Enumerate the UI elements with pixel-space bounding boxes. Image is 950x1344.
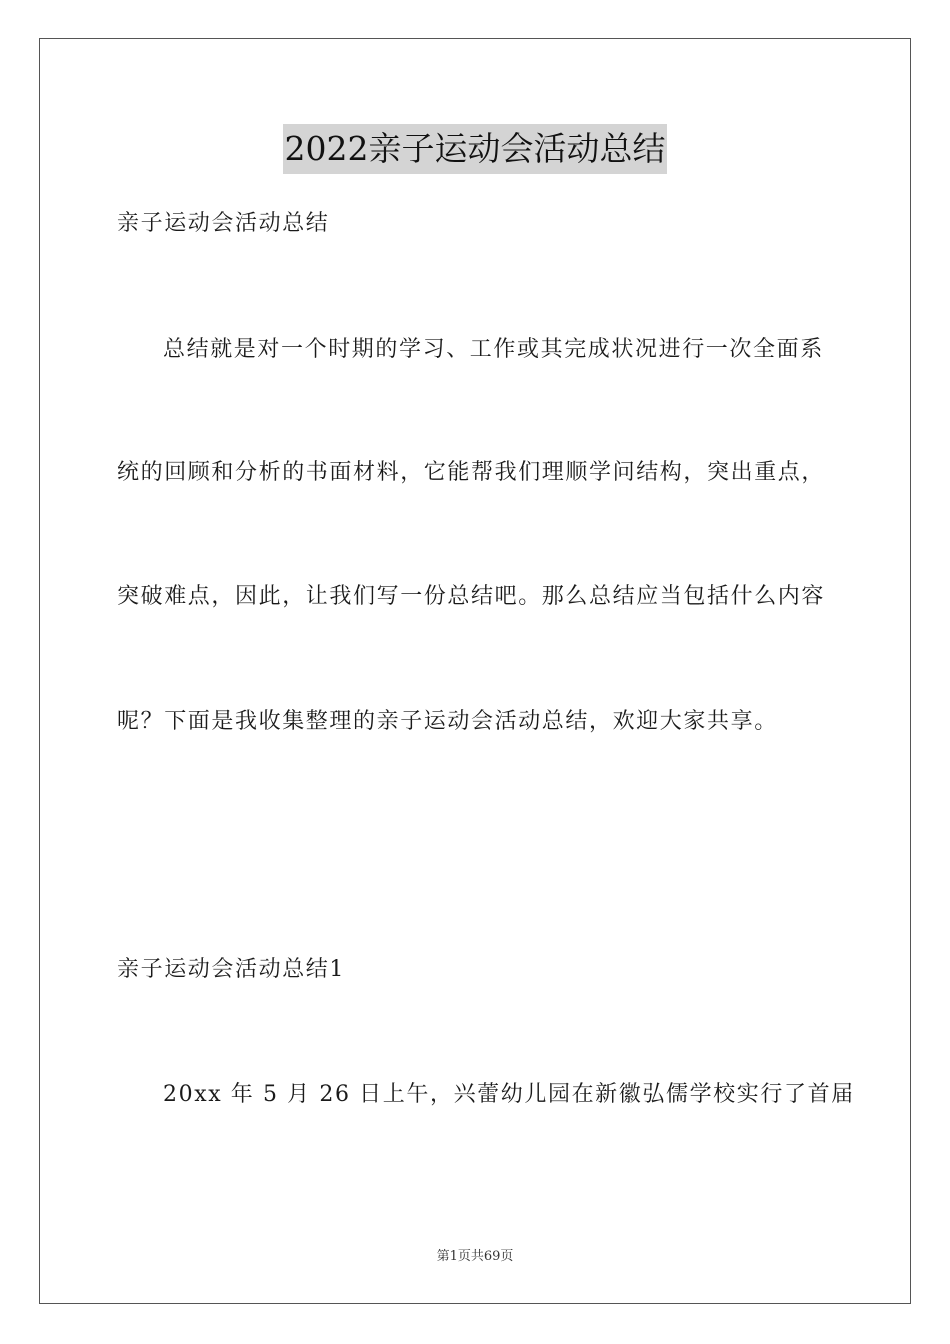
paragraph-line: 20xx 年 5 月 26 日上午，兴蕾幼儿园在新徽弘儒学校实行了首届: [163, 1082, 855, 1107]
page-number: 第1页: [436, 1249, 471, 1264]
document-title: 2022亲子运动会活动总结: [283, 124, 668, 174]
page-total: 共69页: [470, 1249, 514, 1264]
paragraph-line: 突破难点，因此，让我们写一份总结吧。那么总结应当包括什么内容: [117, 584, 826, 609]
paragraph-line: 呢？下面是我收集整理的亲子运动会活动总结，欢迎大家共享。: [117, 709, 778, 734]
page-footer: [0, 1248, 950, 1266]
title-container: [0, 124, 950, 174]
document-subtitle: 亲子运动会活动总结: [117, 211, 330, 236]
paragraph-line: 总结就是对一个时期的学习、工作或其完成状况进行一次全面系: [163, 337, 824, 362]
section-heading: 亲子运动会活动总结1: [117, 957, 345, 982]
paragraph-line: 统的回顾和分析的书面材料，它能帮我们理顺学问结构，突出重点，: [117, 460, 826, 485]
